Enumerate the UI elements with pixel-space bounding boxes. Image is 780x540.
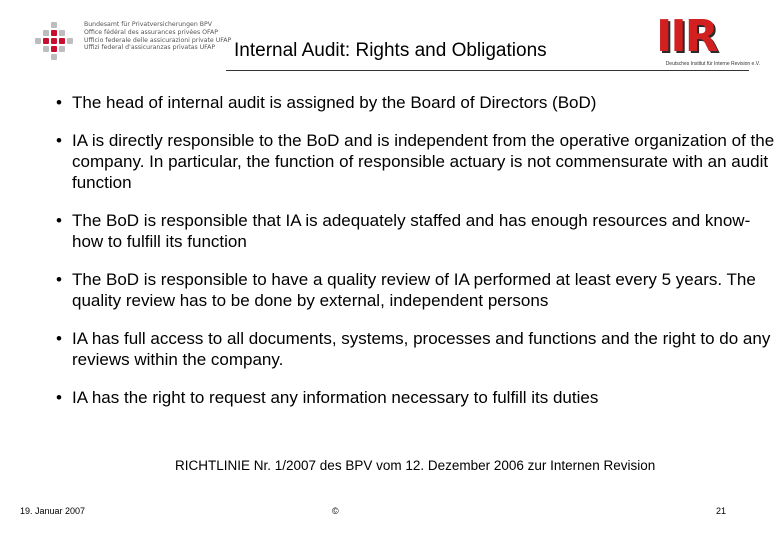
- bullet-text: IA has the right to request any information necessary to fulfill its duties: [72, 388, 599, 407]
- header-divider: [226, 70, 749, 71]
- bullet-item: [56, 387, 776, 408]
- footer-date: 19. Januar 2007: [20, 506, 86, 516]
- bullet-item: [56, 328, 776, 370]
- bullet-item: [56, 269, 776, 311]
- office-line: Uffizi federal d'assicuranzas privatas UFAP: [84, 44, 216, 52]
- bullet-item: [56, 210, 776, 252]
- bpv-logo: [34, 18, 232, 66]
- footer-copyright: ©: [332, 506, 339, 516]
- iir-logo-text: IIR: [656, 11, 717, 62]
- footer-page-number: 21: [716, 506, 727, 516]
- bullet-text: IA has full access to all documents, systems, processes and functions and the right to do any reviews within the company.: [72, 329, 771, 369]
- iir-logo: [656, 11, 760, 70]
- bullet-icon: •: [56, 93, 62, 112]
- bullet-text: The head of internal audit is assigned by the Board of Directors (BoD): [72, 93, 597, 112]
- bullet-list: [56, 92, 776, 425]
- bullet-item: [56, 130, 776, 193]
- bullet-text: The BoD is responsible to have a quality review of IA performed at least every 5 years. The quality review has to be done by external, independent persons: [72, 270, 756, 310]
- bullet-icon: •: [56, 131, 62, 150]
- bullet-icon: •: [56, 211, 62, 230]
- bullet-icon: •: [56, 270, 62, 289]
- office-line: Ufficio federale delle assicurazioni private UFAP: [84, 36, 232, 44]
- bullet-icon: •: [56, 329, 62, 348]
- source-footnote: RICHTLINIE Nr. 1/2007 des BPV vom 12. Dezember 2006 zur Internen Revision: [175, 458, 656, 473]
- bullet-item: [56, 92, 776, 113]
- office-line: Office fédéral des assurances privées OFAP: [84, 28, 218, 36]
- swiss-cross-grid-icon: [34, 22, 74, 62]
- bullet-icon: •: [56, 388, 62, 407]
- bullet-text: IA is directly responsible to the BoD and is independent from the operative organization of the company. In particular, the function of responsible actuary is not commensurate with an audit function: [72, 131, 775, 192]
- page-title: Internal Audit: Rights and Obligations: [234, 40, 547, 61]
- office-name-lines: [84, 21, 234, 52]
- office-line: Bundesamt für Privatversicherungen BPV: [84, 21, 212, 28]
- iir-logo-tagline: Deutsches Institut für Interne Revision e.V.: [665, 61, 760, 67]
- bullet-text: The BoD is responsible that IA is adequately staffed and has enough resources and know-how to fulfill its function: [72, 211, 751, 251]
